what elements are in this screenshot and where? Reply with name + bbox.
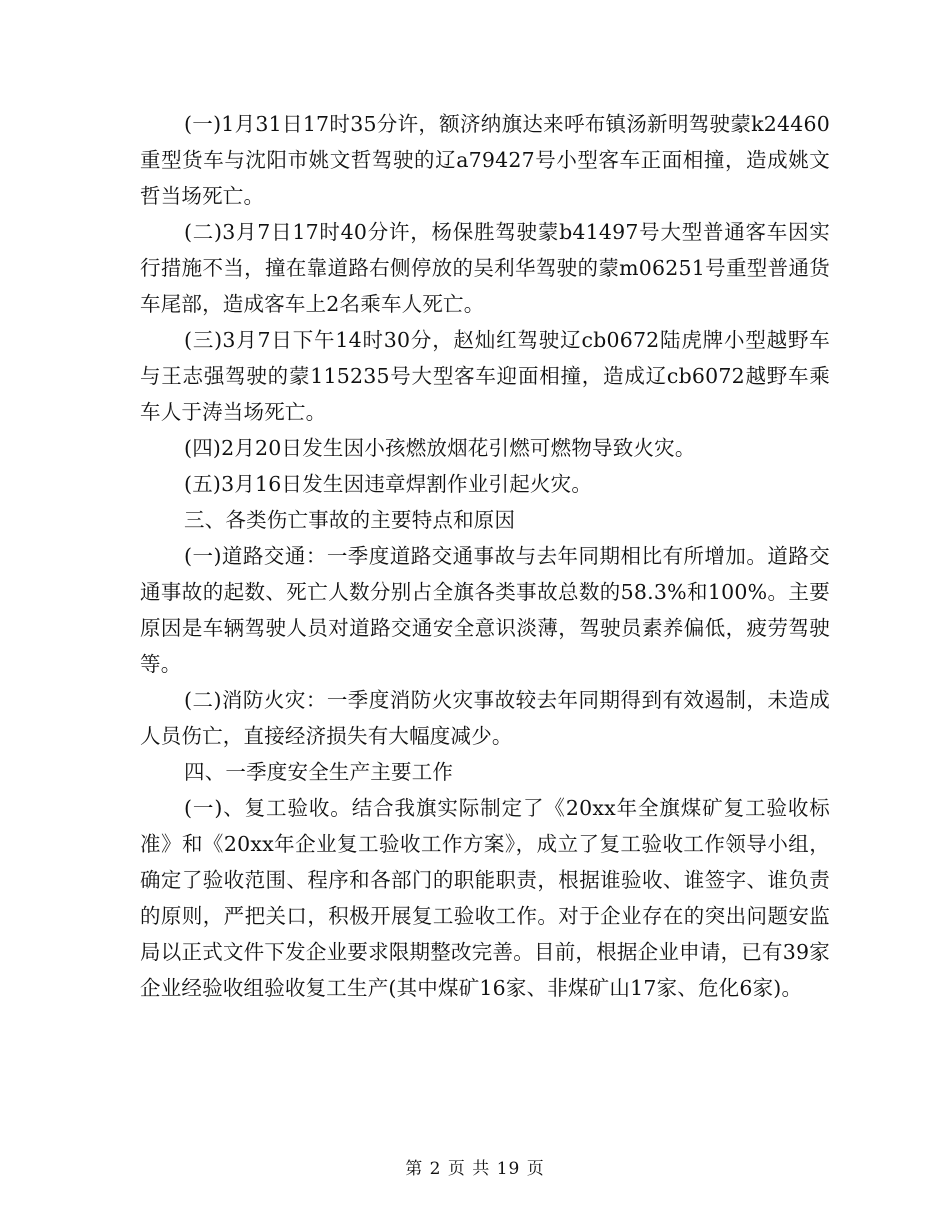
paragraph-fire-1: (四)2月20日发生因小孩燃放烟花引燃可燃物导致火灾。 bbox=[184, 436, 696, 460]
page-footer: 第 2 页 共 19 页 bbox=[405, 1159, 545, 1179]
section-heading-4: 四、一季度安全生产主要工作 bbox=[184, 760, 454, 784]
paragraph-resumption-acceptance: (一)、复工验收。结合我旗实际制定了《20xx年全旗煤矿复工验收标准》和《20xx年企业复工验收工作方案》，成立了复工验收工作领导小组，确定了验收范围、程序和各部门的职能职责，根据谁验收、谁签字、谁负责的原则，严把关口，积极开展复工验收工作。对于企业存在的突出问题安监局以正式文件下发企业要求限期整改完善。目前，根据企业申请，已有39家企业经验收组验收复工生产(其中煤矿16家、非煤矿山17家、危化6家)。 bbox=[140, 796, 830, 1000]
paragraph-accident-3: (三)3月7日下午14时30分，赵灿红驾驶辽cb0672陆虎牌小型越野车与王志强驾驶的蒙115235号大型客车迎面相撞，造成辽cb6072越野车乘车人于涛当场死亡。 bbox=[140, 328, 830, 424]
paragraph-accident-1: (一)1月31日17时35分许，额济纳旗达来呼布镇汤新明驾驶蒙k24460重型货车与沈阳市姚文哲驾驶的辽a79427号小型客车正面相撞，造成姚文哲当场死亡。 bbox=[140, 112, 830, 208]
paragraph-accident-2: (二)3月7日17时40分许，杨保胜驾驶蒙b41497号大型普通客车因实行措施不当，撞在靠道路右侧停放的吴利华驾驶的蒙m06251号重型普通货车尾部，造成客车上2名乘车人死亡。 bbox=[140, 220, 830, 316]
paragraph-road-traffic: (一)道路交通：一季度道路交通事故与去年同期相比有所增加。道路交通事故的起数、死亡人数分别占全旗各类事故总数的58.3%和100%。主要原因是车辆驾驶人员对道路交通安全意识淡薄，驾驶员素养偏低，疲劳驾驶等。 bbox=[140, 544, 830, 676]
paragraph-fire-control: (二)消防火灾：一季度消防火灾事故较去年同期得到有效遏制，未造成人员伤亡，直接经济损失有大幅度减少。 bbox=[140, 688, 830, 748]
section-heading-3: 三、各类伤亡事故的主要特点和原因 bbox=[184, 508, 516, 532]
document-body bbox=[140, 106, 830, 1006]
paragraph-fire-2: (五)3月16日发生因违章焊割作业引起火灾。 bbox=[184, 472, 593, 496]
